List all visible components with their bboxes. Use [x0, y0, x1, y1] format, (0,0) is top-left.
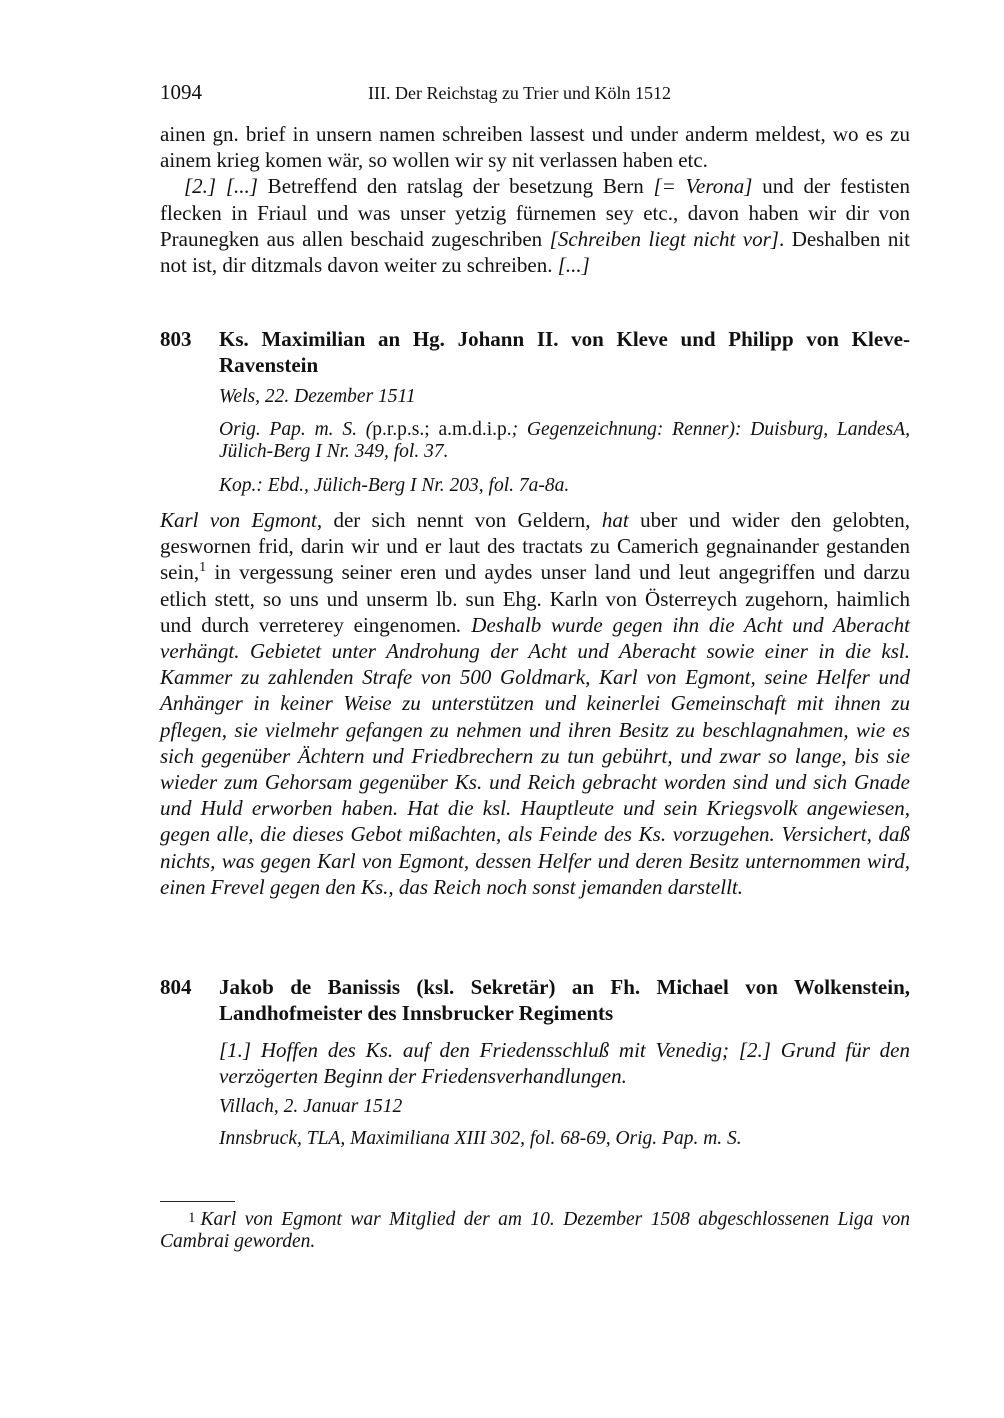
footnote: [160, 1207, 910, 1253]
page-number: 1094: [160, 80, 202, 104]
page-header: [160, 80, 910, 108]
editorial-note: [Schreiben liegt nicht vor]: [549, 226, 779, 251]
footnote-reference[interactable]: 1: [199, 560, 207, 576]
intro-paragraph-2: [2.] [...] Betreffend den ratslag der besetzung Bern [= Verona] und der festisten flecken in Friaul und was unser yetzig fürnemen sey etc., davon haben wir dir von Praunegken aus allen beschaid zugeschriben [Schreiben liegt nicht vor]. Deshalben nit not ist, dir ditzmals davon weiter zu schreiben. [...]: [160, 174, 910, 278]
omission-marker: [...]: [557, 253, 590, 278]
entry-title: Jakob de Banissis (ksl. Sekretär) an Fh. Michael von Wolkenstein, Landhofmeister des Innsbrucker Regiments: [219, 975, 910, 1025]
entry-804-heading: [160, 974, 910, 1026]
entry-803-heading: [160, 326, 910, 378]
entry-803-place-date: Wels, 22. Dezember 1511: [219, 386, 416, 407]
entry-title: Ks. Maximilian an Hg. Johann II. von Kleve und Philipp von Kleve-Ravenstein: [219, 327, 910, 377]
editorial-note: [= Verona]: [653, 174, 753, 199]
entry-804-place-date: Villach, 2. Januar 1512: [219, 1096, 403, 1117]
entry-803-copy-source: Kop.: Ebd., Jülich-Berg I Nr. 203, fol. 7a-8a.: [219, 475, 570, 496]
entry-803-body: Karl von Egmont, der sich nennt von Geldern, hat uber und wider den gelobten, geswornen frid, darin wir und er laut des tractats zu Camerich gegnainander gestanden sein,$^1$ in vergessung seiner eren und aydes unser land und leut angegriffen und darzu etlich stett, so uns und unserm lb. sun Ehg. Karln von Österreych zugehorn, haimlich und durch verreterey eingenomen. Deshalb wurde gegen ihn die Acht und Aberacht verhängt. Gebietet unter Androhung der Acht und Aberacht sowie einer in die ksl. Kammer zu zahlenden Strafe von 500 Goldmark, Karl von Egmont, seine Helfer und Anhänger in keiner Weise zu unterstützen und keinerlei Gemeinschaft mit ihnen zu pflegen, sie vielmehr gefangen zu nehmen und ihren Besitz zu beschlagnahmen, wie es sich gegenüber Ächtern und Friedbrechern zu tun gebührt, und zwar so lange, bis sie wieder zum Gehorsam gegenüber Ks. und Reich gebracht worden sind und sich Gnade und Huld erworben haben. Hat die ksl. Hauptleute und sein Kriegsvolk angewiesen, gegen alle, die dieses Gebot mißachten, als Feinde des Ks. vorzugehen. Versichert, daß nichts, was gegen Karl von Egmont, dessen Helfer und deren Besitz unternommen wird, einen Frevel gegen den Ks., das Reich noch sonst jemanden darstellt.: [160, 508, 911, 899]
entry-number: 803: [160, 327, 192, 351]
footnote-number: 1: [188, 1210, 196, 1226]
intro-text: [160, 121, 910, 278]
intro-paragraph-1: ainen gn. brief in unsern namen schreiben lassest und under anderm meldest, wo es zu ainem krieg komen wär, so wollen wir sy nit verlassen haben etc.: [160, 122, 910, 173]
running-title: III. Der Reichstag zu Trier und Köln 1512: [368, 83, 671, 103]
footnote-divider: [160, 1201, 235, 1202]
section-marker: [2.] [...]: [184, 174, 258, 199]
entry-804-source: Innsbruck, TLA, Maximiliana XIII 302, fol. 68-69, Orig. Pap. m. S.: [219, 1128, 742, 1149]
entry-803-source: Orig. Pap. m. S. (p.r.p.s.; a.m.d.i.p.; Gegenzeichnung: Renner): Duisburg, LandesA, Jülich-Berg I Nr. 349, fol. 37.: [219, 419, 911, 462]
entry-804-summary: [1.] Hoffen des Ks. auf den Friedensschluß mit Venedig; [2.] Grund für den verzögerten Beginn der Friedensverhandlungen.: [219, 1038, 910, 1088]
entry-number: 804: [160, 975, 192, 999]
footnote-text: Karl von Egmont war Mitglied der am 10. Dezember 1508 abgeschlossenen Liga von Cambrai geworden.: [160, 1209, 910, 1252]
